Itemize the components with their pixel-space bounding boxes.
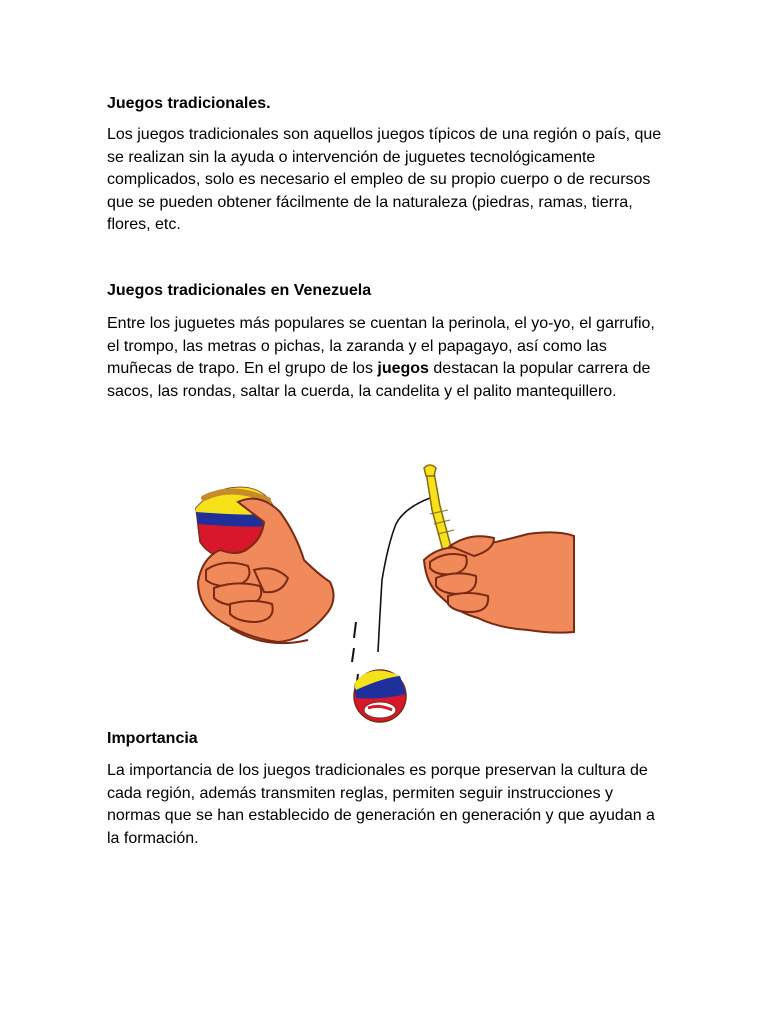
finger-3: [230, 601, 273, 622]
right-finger-2: [436, 573, 476, 594]
section-heading-juegos-tradicionales: Juegos tradicionales.: [107, 95, 271, 112]
intro-paragraph: Los juegos tradicionales son aquellos juegos típicos de una región o país, que se realizan sin la ayuda o intervención de juguetes tecnológicamente complicados, solo es necesario el empleo de su propio cuerpo o de recursos que se pueden obtener fácilmente de la naturaleza (piedras, ramas, tierra, flores, etc.: [107, 126, 662, 233]
section-heading-venezuela: Juegos tradicionales en Venezuela: [107, 282, 372, 299]
right-finger-3: [448, 593, 488, 612]
string: [378, 498, 430, 652]
venezuela-bold-word: juegos: [377, 360, 429, 377]
section-heading-importancia: Importancia: [107, 730, 198, 747]
perinola-illustration: [178, 462, 578, 728]
importance-paragraph: La importancia de los juegos tradicionales es porque preservan la cultura de cada región, además transmiten reglas, permiten seguir instrucciones y normas que se han establecido de generación en generación y que ayudan a la formación.: [107, 762, 655, 847]
venezuela-text-start: Entre los juguetes más populares se cuentan la perinola, el yo-yo, el garrufio, el trompo, las metras o pichas, la zaranda y el papagayo, así como las muñecas de trapo. En el grupo de los: [107, 315, 655, 377]
right-hand-with-stick: [352, 465, 574, 722]
venezuela-paragraph: [107, 313, 667, 403]
left-hand-with-top: [196, 487, 334, 643]
venezuela-text-end: destacan la popular carrera de sacos, las rondas, saltar la cuerda, la candelita y el palito mantequillero.: [107, 360, 651, 400]
